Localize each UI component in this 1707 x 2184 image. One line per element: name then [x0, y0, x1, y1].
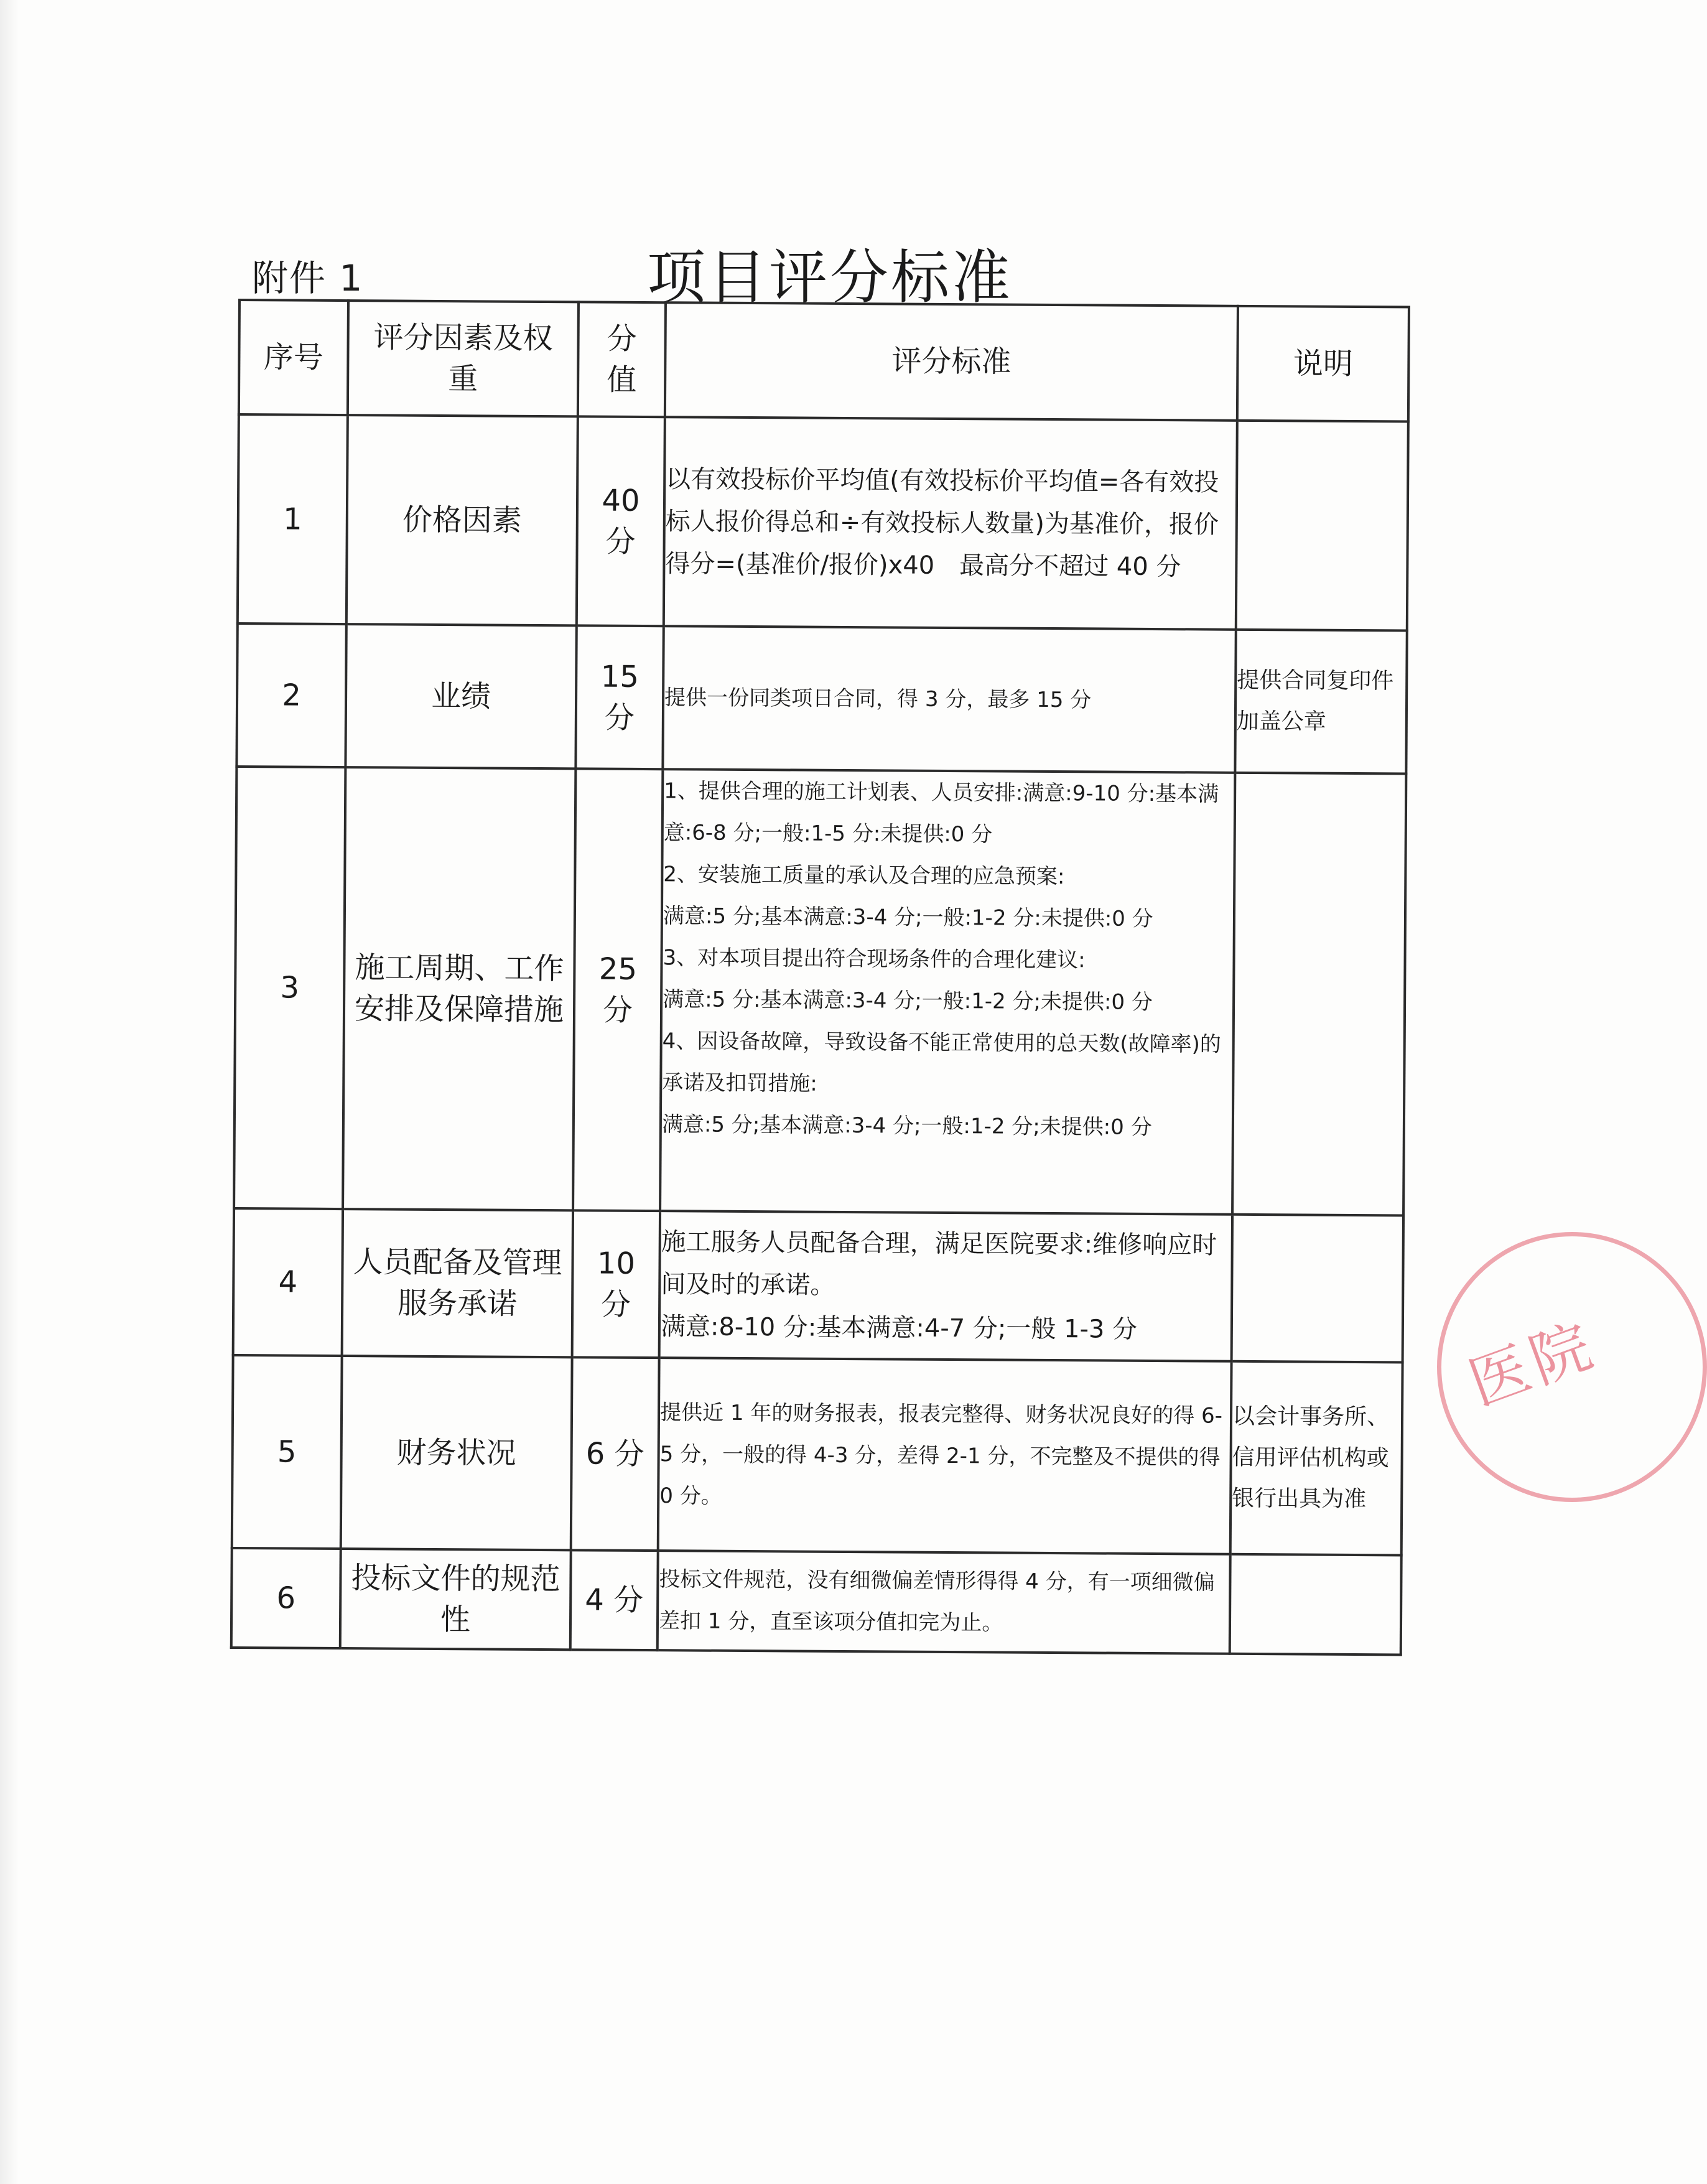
row-standard — [658, 1551, 1230, 1654]
row-factor: 投标文件的规范性 — [340, 1549, 571, 1650]
header-factor: 评分因素及权重 — [348, 301, 579, 416]
header-standard: 评分标准 — [665, 302, 1238, 421]
standard-line: 3、对本项目提出符合现场条件的合理化建议: — [663, 945, 1086, 973]
row-standard — [664, 417, 1237, 630]
row-note — [1232, 773, 1406, 1216]
row-note: 以会计事务所、信用评估机构或银行出具为准 — [1230, 1361, 1403, 1556]
row-note — [1230, 1554, 1402, 1655]
row-note: 提供合同复印件加盖公章 — [1235, 630, 1407, 774]
scoring-table — [230, 299, 1410, 1656]
red-seal-stamp — [1437, 1232, 1707, 1502]
standard-line: 施工服务人员配备合理，满足医院要求:维修响应时间及时的承诺。 — [661, 1228, 1217, 1300]
standard-line: 满意:5 分;基本满意:3-4 分;一般:1-2 分:未提供:0 分 — [663, 903, 1153, 932]
standard-line: 投标文件规范，没有细微偏差情形得得 4 分，有一项细微偏差扣 1 分，直至该项分值扣完为止。 — [658, 1567, 1215, 1636]
row-score: 6 分 — [571, 1357, 659, 1551]
table-header-row — [239, 300, 1409, 421]
attachment-label: 附件 1 — [252, 257, 364, 299]
row-score: 15分 — [575, 625, 663, 769]
row-no: 4 — [233, 1208, 343, 1356]
row-no: 5 — [232, 1355, 342, 1549]
row-factor: 施工周期、工作安排及保障措施 — [343, 767, 575, 1210]
row-factor: 价格因素 — [347, 415, 578, 625]
row-score: 4 分 — [570, 1550, 658, 1650]
row-factor: 业绩 — [345, 624, 576, 768]
row-no: 3 — [234, 767, 345, 1209]
standard-line: 2、安装施工质量的承认及合理的应急预案: — [663, 862, 1065, 890]
table-row — [236, 623, 1407, 773]
page-title: 项目评分标准 — [647, 244, 1013, 312]
row-no: 1 — [238, 414, 348, 624]
row-standard — [658, 1358, 1232, 1554]
header-score: 分值 — [578, 302, 666, 417]
stamp-text: 医院 — [1459, 1309, 1606, 1419]
row-standard — [659, 1211, 1232, 1361]
standard-line: 提供近 1 年的财务报表，报表完整得、财务状况良好的得 6-5 分，一般的得 4-3 分，差得 2-1 分，不完整及不提供的得 0 分。 — [659, 1399, 1223, 1509]
standard-line: 提供一份同类项日合同，得 3 分，最多 15 分 — [664, 684, 1092, 712]
row-factor: 财务状况 — [341, 1356, 572, 1550]
table-row — [233, 1208, 1403, 1362]
row-score: 10分 — [572, 1210, 660, 1358]
standard-line: 4、因设备故障，导致设备不能正常使用的总天数(故障率)的承诺及扣罚措施: — [662, 1029, 1222, 1096]
standard-line: 满意:8-10 分:基本满意:4-7 分;一般 1-3 分 — [660, 1312, 1138, 1344]
header-note: 说明 — [1237, 306, 1409, 422]
row-standard — [663, 626, 1235, 773]
table-row — [234, 767, 1406, 1215]
standard-line: 以有效投标价平均值(有效投标价平均值=各有效投标人报价得总和÷有效投标人数量)为基准价，报价得分=(基准价/报价)x40 最高分不超过 40 分 — [665, 465, 1219, 582]
table-row — [238, 414, 1408, 630]
row-no: 2 — [236, 623, 346, 767]
table-row — [232, 1355, 1403, 1555]
standard-line: 满意:5 分;基本满意:3-4 分;一般:1-2 分;未提供:0 分 — [661, 1112, 1152, 1140]
row-score: 25分 — [573, 768, 663, 1211]
row-note — [1236, 421, 1408, 631]
row-note — [1232, 1215, 1403, 1363]
standard-line: 1、提供合理的施工计划表、人员安排:满意:9-10 分:基本满意:6-8 分;一般:1-5 分:未提供:0 分 — [663, 778, 1219, 847]
scan-shadow — [0, 0, 19, 2184]
row-score: 40分 — [577, 416, 665, 626]
standard-line: 满意:5 分:基本满意:3-4 分;一般:1-2 分;未提供:0 分 — [663, 987, 1153, 1015]
table-row — [231, 1548, 1402, 1654]
row-no: 6 — [231, 1548, 341, 1648]
row-standard — [660, 769, 1235, 1215]
header-no: 序号 — [239, 300, 348, 415]
row-factor: 人员配备及管理服务承诺 — [342, 1209, 573, 1357]
